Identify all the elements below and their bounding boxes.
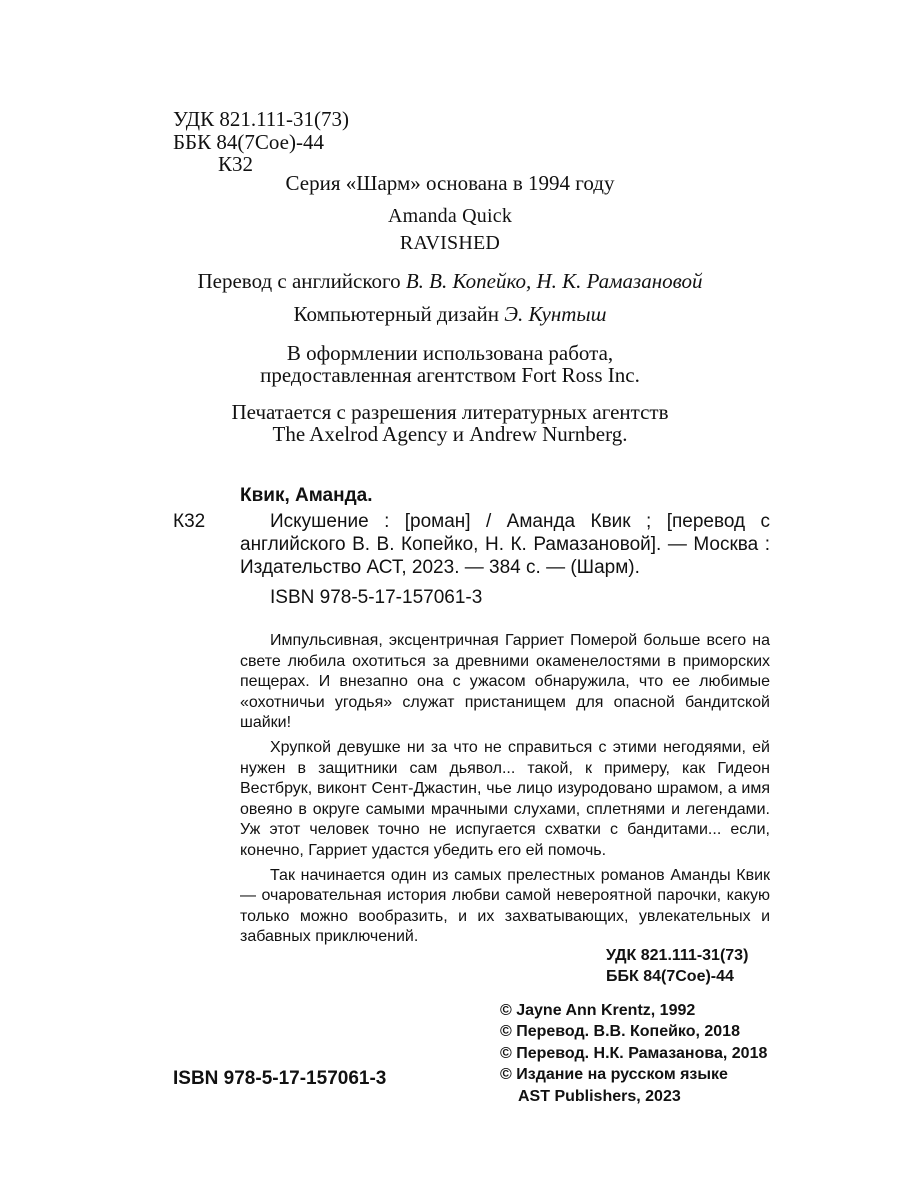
copyright-line: © Перевод. В.В. Копейко, 2018 [500, 1023, 740, 1040]
design-credit [0, 301, 900, 327]
artwork-line-2: предоставленная агентством Fort Ross Inc. [260, 363, 640, 387]
artwork-line-1: В оформлении использована работа, [286, 341, 614, 365]
biblio-heading: Квик, Аманда. [240, 485, 373, 506]
biblio-isbn: ISBN 978-5-17-157061-3 [270, 587, 483, 608]
annotation [240, 631, 770, 948]
series-note: Серия «Шарм» основана в 1994 году [285, 171, 615, 195]
copyright-line: © Jayne Ann Krentz, 1992 [500, 1002, 696, 1019]
original-author: Amanda Quick [387, 205, 513, 227]
annotation-paragraph: Импульсивная, эксцентричная Гарриет Померой больше всего на свете любила охотиться за древними окаменелостями в приморских пещерах. И внезапно она с ужасом обнаружила, что ее любимые «охотничьи угодья» служат пристанищем для опасной бандитской шайки! [240, 632, 770, 732]
translation-credit [0, 268, 900, 294]
translators: В. В. Копейко, Н. К. Рамазановой [405, 269, 703, 293]
annotation-paragraph: Так начинается один из самых прелестных романов Аманды Квик — очаровательная история любви самой невероятной парочки, какую только можно вообразить, и их захватывающих, увлекательных и забавных приключений. [240, 866, 770, 946]
footer-udk-code: УДК 821.111-31(73) [606, 947, 749, 964]
copyright-line: © Перевод. Н.К. Рамазанова, 2018 [500, 1045, 768, 1062]
original-title: RAVISHED [399, 232, 501, 254]
translation-label: Перевод с английского [197, 269, 401, 293]
udk-code: УДК 821.111-31(73) [173, 107, 349, 131]
design-label: Компьютерный дизайн [293, 302, 499, 326]
biblio-index: К32 [173, 511, 206, 532]
biblio-record [240, 510, 770, 609]
copyright-line: AST Publishers, 2023 [518, 1088, 681, 1105]
permission-line-1: Печатается с разрешения литературных агентств [231, 400, 669, 424]
bbk-code: ББК 84(7Сое)-44 [173, 130, 324, 154]
author-mark: К32 [218, 152, 254, 176]
isbn-footer: ISBN 978-5-17-157061-3 [173, 1068, 387, 1089]
footer-bbk-code: ББК 84(7Сое)-44 [606, 968, 734, 985]
permission-line-2: The Axelrod Agency и Andrew Nurnberg. [272, 422, 628, 446]
copyright-line: © Издание на русском языке [500, 1066, 728, 1083]
biblio-description: Искушение : [роман] / Аманда Квик ; [перевод с английского В. В. Копейко, Н. К. Рамазановой]. — Москва : Издательство АСТ, 2023. — 384 с. — (Шарм). [240, 511, 770, 578]
annotation-paragraph: Хрупкой девушке ни за что не справиться с этими негодяями, ей нужен в защитники сам дьявол... такой, к примеру, как Гидеон Вестбрук, виконт Сент-Джастин, чье лицо изуродовано шрамом, а имя овеяно в округе самыми мрачными слухами, сплетнями и легендами. Уж этот человек точно не испугается схватки с бандитами... если, конечно, Гарриет удастся убедить его ей помочь. [240, 738, 770, 859]
designer: Э. Кунтыш [504, 302, 607, 326]
